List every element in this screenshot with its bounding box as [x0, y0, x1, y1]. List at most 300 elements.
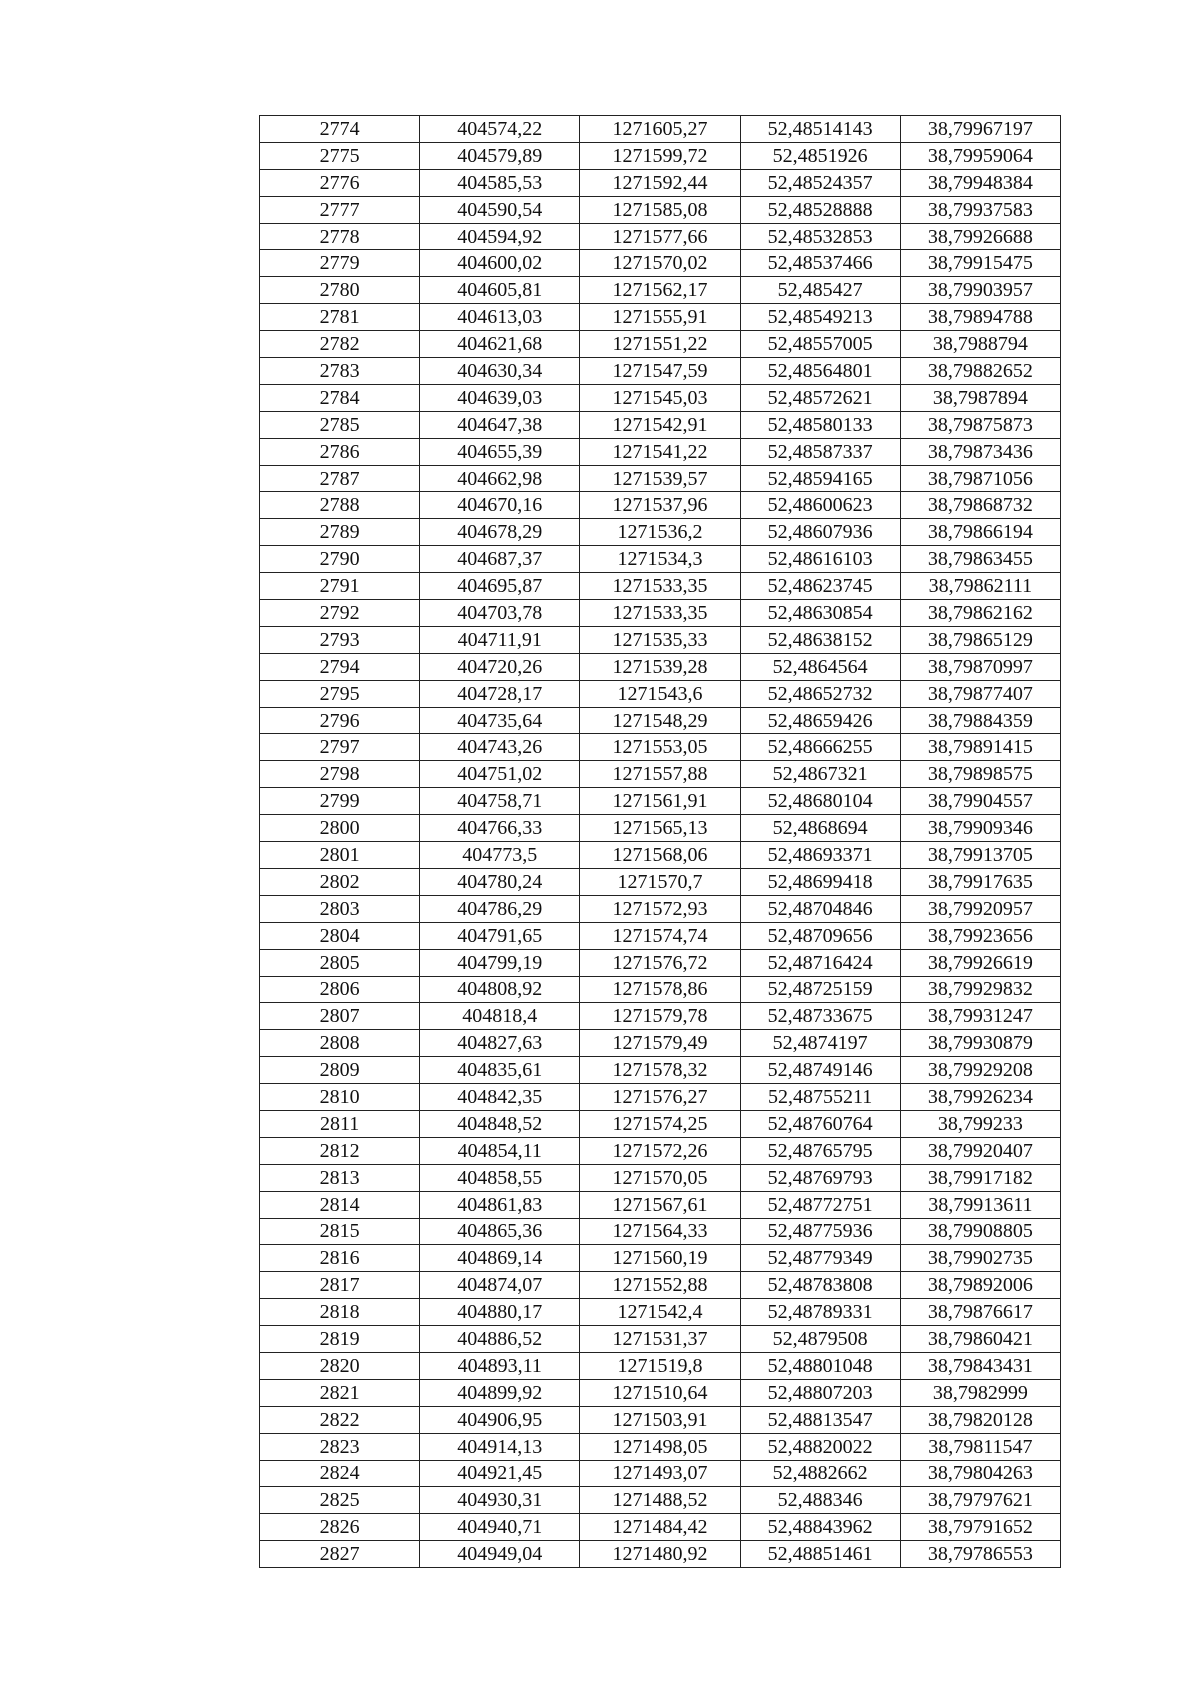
cell-longitude: 38,79863455 — [900, 546, 1060, 573]
cell-longitude: 38,79875873 — [900, 411, 1060, 438]
table-row — [260, 734, 1061, 761]
cell-y-coordinate: 1271574,74 — [580, 922, 740, 949]
cell-longitude: 38,79811547 — [900, 1433, 1060, 1460]
table-row — [260, 1164, 1061, 1191]
cell-x-coordinate: 404655,39 — [420, 438, 580, 465]
cell-longitude: 38,79930879 — [900, 1030, 1060, 1057]
cell-latitude: 52,48783808 — [740, 1272, 900, 1299]
table-row — [260, 1541, 1061, 1568]
cell-longitude: 38,7982999 — [900, 1379, 1060, 1406]
cell-point-number: 2798 — [260, 761, 420, 788]
table-row — [260, 223, 1061, 250]
cell-point-number: 2824 — [260, 1460, 420, 1487]
cell-x-coordinate: 404600,02 — [420, 250, 580, 277]
cell-latitude: 52,48775936 — [740, 1218, 900, 1245]
table-row — [260, 707, 1061, 734]
cell-y-coordinate: 1271568,06 — [580, 842, 740, 869]
cell-longitude: 38,79876617 — [900, 1299, 1060, 1326]
cell-x-coordinate: 404854,11 — [420, 1137, 580, 1164]
cell-y-coordinate: 1271560,19 — [580, 1245, 740, 1272]
cell-longitude: 38,79884359 — [900, 707, 1060, 734]
cell-point-number: 2815 — [260, 1218, 420, 1245]
cell-x-coordinate: 404848,52 — [420, 1110, 580, 1137]
table-row — [260, 492, 1061, 519]
cell-latitude: 52,48524357 — [740, 169, 900, 196]
cell-y-coordinate: 1271570,7 — [580, 868, 740, 895]
table-row — [260, 761, 1061, 788]
table-row — [260, 1003, 1061, 1030]
cell-point-number: 2805 — [260, 949, 420, 976]
cell-point-number: 2786 — [260, 438, 420, 465]
cell-x-coordinate: 404899,92 — [420, 1379, 580, 1406]
table-row — [260, 1057, 1061, 1084]
coordinates-table-body — [260, 116, 1061, 1568]
cell-latitude: 52,4874197 — [740, 1030, 900, 1057]
cell-longitude: 38,79804263 — [900, 1460, 1060, 1487]
cell-latitude: 52,4868694 — [740, 815, 900, 842]
cell-y-coordinate: 1271555,91 — [580, 304, 740, 331]
cell-longitude: 38,79873436 — [900, 438, 1060, 465]
table-row — [260, 922, 1061, 949]
cell-latitude: 52,4851926 — [740, 142, 900, 169]
cell-longitude: 38,79860421 — [900, 1326, 1060, 1353]
cell-point-number: 2781 — [260, 304, 420, 331]
table-row — [260, 411, 1061, 438]
cell-x-coordinate: 404861,83 — [420, 1191, 580, 1218]
cell-latitude: 52,48716424 — [740, 949, 900, 976]
cell-longitude: 38,79862162 — [900, 600, 1060, 627]
cell-latitude: 52,48749146 — [740, 1057, 900, 1084]
table-row — [260, 384, 1061, 411]
cell-y-coordinate: 1271561,91 — [580, 788, 740, 815]
table-row — [260, 196, 1061, 223]
cell-longitude: 38,79791652 — [900, 1514, 1060, 1541]
cell-x-coordinate: 404590,54 — [420, 196, 580, 223]
cell-latitude: 52,48765795 — [740, 1137, 900, 1164]
cell-x-coordinate: 404647,38 — [420, 411, 580, 438]
cell-y-coordinate: 1271484,42 — [580, 1514, 740, 1541]
cell-latitude: 52,48820022 — [740, 1433, 900, 1460]
table-row — [260, 1191, 1061, 1218]
cell-latitude: 52,48572621 — [740, 384, 900, 411]
cell-latitude: 52,48680104 — [740, 788, 900, 815]
cell-x-coordinate: 404930,31 — [420, 1487, 580, 1514]
cell-x-coordinate: 404858,55 — [420, 1164, 580, 1191]
cell-point-number: 2811 — [260, 1110, 420, 1137]
cell-longitude: 38,79902735 — [900, 1245, 1060, 1272]
table-row — [260, 653, 1061, 680]
cell-x-coordinate: 404921,45 — [420, 1460, 580, 1487]
cell-point-number: 2785 — [260, 411, 420, 438]
cell-longitude: 38,79903957 — [900, 277, 1060, 304]
cell-x-coordinate: 404842,35 — [420, 1084, 580, 1111]
cell-y-coordinate: 1271552,88 — [580, 1272, 740, 1299]
cell-x-coordinate: 404808,92 — [420, 976, 580, 1003]
cell-point-number: 2774 — [260, 116, 420, 143]
cell-y-coordinate: 1271543,6 — [580, 680, 740, 707]
table-row — [260, 1299, 1061, 1326]
table-row — [260, 438, 1061, 465]
cell-x-coordinate: 404670,16 — [420, 492, 580, 519]
table-row — [260, 331, 1061, 358]
cell-y-coordinate: 1271579,49 — [580, 1030, 740, 1057]
table-row — [260, 1084, 1061, 1111]
cell-latitude: 52,48772751 — [740, 1191, 900, 1218]
cell-x-coordinate: 404630,34 — [420, 358, 580, 385]
cell-longitude: 38,79917635 — [900, 868, 1060, 895]
cell-latitude: 52,48789331 — [740, 1299, 900, 1326]
cell-longitude: 38,7988794 — [900, 331, 1060, 358]
cell-latitude: 52,48725159 — [740, 976, 900, 1003]
cell-longitude: 38,79797621 — [900, 1487, 1060, 1514]
cell-longitude: 38,799233 — [900, 1110, 1060, 1137]
table-row — [260, 1326, 1061, 1353]
cell-y-coordinate: 1271542,4 — [580, 1299, 740, 1326]
cell-point-number: 2810 — [260, 1084, 420, 1111]
cell-point-number: 2809 — [260, 1057, 420, 1084]
cell-longitude: 38,79948384 — [900, 169, 1060, 196]
cell-longitude: 38,79882652 — [900, 358, 1060, 385]
cell-point-number: 2807 — [260, 1003, 420, 1030]
cell-point-number: 2800 — [260, 815, 420, 842]
table-row — [260, 304, 1061, 331]
cell-y-coordinate: 1271503,91 — [580, 1406, 740, 1433]
cell-y-coordinate: 1271493,07 — [580, 1460, 740, 1487]
cell-point-number: 2816 — [260, 1245, 420, 1272]
cell-point-number: 2791 — [260, 573, 420, 600]
cell-latitude: 52,48532853 — [740, 223, 900, 250]
table-row — [260, 1218, 1061, 1245]
cell-longitude: 38,79920957 — [900, 895, 1060, 922]
cell-x-coordinate: 404613,03 — [420, 304, 580, 331]
cell-latitude: 52,48709656 — [740, 922, 900, 949]
cell-x-coordinate: 404639,03 — [420, 384, 580, 411]
cell-point-number: 2804 — [260, 922, 420, 949]
cell-longitude: 38,79909346 — [900, 815, 1060, 842]
cell-point-number: 2784 — [260, 384, 420, 411]
cell-latitude: 52,48652732 — [740, 680, 900, 707]
cell-x-coordinate: 404687,37 — [420, 546, 580, 573]
cell-point-number: 2793 — [260, 626, 420, 653]
cell-point-number: 2818 — [260, 1299, 420, 1326]
cell-y-coordinate: 1271570,02 — [580, 250, 740, 277]
cell-x-coordinate: 404818,4 — [420, 1003, 580, 1030]
cell-longitude: 38,79967197 — [900, 116, 1060, 143]
cell-longitude: 38,79891415 — [900, 734, 1060, 761]
cell-y-coordinate: 1271536,2 — [580, 519, 740, 546]
cell-point-number: 2792 — [260, 600, 420, 627]
cell-x-coordinate: 404678,29 — [420, 519, 580, 546]
table-row — [260, 546, 1061, 573]
cell-y-coordinate: 1271576,72 — [580, 949, 740, 976]
cell-point-number: 2820 — [260, 1352, 420, 1379]
cell-latitude: 52,4864564 — [740, 653, 900, 680]
table-row — [260, 1406, 1061, 1433]
cell-y-coordinate: 1271547,59 — [580, 358, 740, 385]
cell-point-number: 2826 — [260, 1514, 420, 1541]
cell-latitude: 52,4867321 — [740, 761, 900, 788]
cell-x-coordinate: 404695,87 — [420, 573, 580, 600]
cell-point-number: 2821 — [260, 1379, 420, 1406]
cell-point-number: 2812 — [260, 1137, 420, 1164]
table-row — [260, 277, 1061, 304]
cell-longitude: 38,79926234 — [900, 1084, 1060, 1111]
cell-y-coordinate: 1271577,66 — [580, 223, 740, 250]
cell-y-coordinate: 1271545,03 — [580, 384, 740, 411]
table-row — [260, 1460, 1061, 1487]
cell-y-coordinate: 1271570,05 — [580, 1164, 740, 1191]
table-row — [260, 1272, 1061, 1299]
cell-point-number: 2817 — [260, 1272, 420, 1299]
table-row — [260, 600, 1061, 627]
cell-y-coordinate: 1271488,52 — [580, 1487, 740, 1514]
cell-latitude: 52,48851461 — [740, 1541, 900, 1568]
cell-y-coordinate: 1271534,3 — [580, 546, 740, 573]
cell-point-number: 2801 — [260, 842, 420, 869]
cell-longitude: 38,79913611 — [900, 1191, 1060, 1218]
cell-y-coordinate: 1271578,32 — [580, 1057, 740, 1084]
cell-longitude: 38,79894788 — [900, 304, 1060, 331]
cell-longitude: 38,79923656 — [900, 922, 1060, 949]
table-row — [260, 519, 1061, 546]
table-row — [260, 815, 1061, 842]
cell-longitude: 38,79871056 — [900, 465, 1060, 492]
cell-point-number: 2776 — [260, 169, 420, 196]
table-row — [260, 142, 1061, 169]
cell-longitude: 38,79820128 — [900, 1406, 1060, 1433]
cell-latitude: 52,48813547 — [740, 1406, 900, 1433]
cell-x-coordinate: 404703,78 — [420, 600, 580, 627]
cell-y-coordinate: 1271541,22 — [580, 438, 740, 465]
cell-x-coordinate: 404758,71 — [420, 788, 580, 815]
cell-latitude: 52,48623745 — [740, 573, 900, 600]
cell-x-coordinate: 404574,22 — [420, 116, 580, 143]
cell-longitude: 38,79937583 — [900, 196, 1060, 223]
cell-point-number: 2797 — [260, 734, 420, 761]
table-row — [260, 626, 1061, 653]
table-row — [260, 1137, 1061, 1164]
table-row — [260, 1110, 1061, 1137]
cell-y-coordinate: 1271548,29 — [580, 707, 740, 734]
cell-latitude: 52,48760764 — [740, 1110, 900, 1137]
table-row — [260, 895, 1061, 922]
cell-x-coordinate: 404874,07 — [420, 1272, 580, 1299]
table-row — [260, 1245, 1061, 1272]
cell-point-number: 2802 — [260, 868, 420, 895]
cell-latitude: 52,48537466 — [740, 250, 900, 277]
cell-longitude: 38,79926619 — [900, 949, 1060, 976]
cell-point-number: 2775 — [260, 142, 420, 169]
cell-x-coordinate: 404893,11 — [420, 1352, 580, 1379]
table-row — [260, 1433, 1061, 1460]
cell-latitude: 52,48587337 — [740, 438, 900, 465]
cell-longitude: 38,79866194 — [900, 519, 1060, 546]
cell-latitude: 52,48557005 — [740, 331, 900, 358]
cell-longitude: 38,79926688 — [900, 223, 1060, 250]
cell-x-coordinate: 404865,36 — [420, 1218, 580, 1245]
cell-x-coordinate: 404579,89 — [420, 142, 580, 169]
cell-y-coordinate: 1271551,22 — [580, 331, 740, 358]
cell-point-number: 2794 — [260, 653, 420, 680]
cell-latitude: 52,48769793 — [740, 1164, 900, 1191]
coordinates-table — [259, 115, 1061, 1568]
cell-point-number: 2783 — [260, 358, 420, 385]
cell-x-coordinate: 404621,68 — [420, 331, 580, 358]
cell-point-number: 2806 — [260, 976, 420, 1003]
cell-point-number: 2814 — [260, 1191, 420, 1218]
cell-point-number: 2796 — [260, 707, 420, 734]
table-row — [260, 250, 1061, 277]
cell-y-coordinate: 1271510,64 — [580, 1379, 740, 1406]
cell-latitude: 52,48755211 — [740, 1084, 900, 1111]
cell-longitude: 38,79843431 — [900, 1352, 1060, 1379]
cell-latitude: 52,48616103 — [740, 546, 900, 573]
cell-y-coordinate: 1271535,33 — [580, 626, 740, 653]
cell-latitude: 52,48549213 — [740, 304, 900, 331]
cell-latitude: 52,485427 — [740, 277, 900, 304]
cell-x-coordinate: 404766,33 — [420, 815, 580, 842]
cell-longitude: 38,79904557 — [900, 788, 1060, 815]
cell-point-number: 2825 — [260, 1487, 420, 1514]
table-row — [260, 1514, 1061, 1541]
table-row — [260, 573, 1061, 600]
cell-longitude: 38,79959064 — [900, 142, 1060, 169]
cell-longitude: 38,79908805 — [900, 1218, 1060, 1245]
cell-point-number: 2813 — [260, 1164, 420, 1191]
cell-longitude: 38,79929208 — [900, 1057, 1060, 1084]
cell-y-coordinate: 1271539,57 — [580, 465, 740, 492]
cell-point-number: 2780 — [260, 277, 420, 304]
cell-latitude: 52,48801048 — [740, 1352, 900, 1379]
cell-x-coordinate: 404735,64 — [420, 707, 580, 734]
cell-point-number: 2788 — [260, 492, 420, 519]
cell-x-coordinate: 404711,91 — [420, 626, 580, 653]
cell-latitude: 52,48733675 — [740, 1003, 900, 1030]
cell-latitude: 52,48607936 — [740, 519, 900, 546]
cell-point-number: 2777 — [260, 196, 420, 223]
cell-y-coordinate: 1271567,61 — [580, 1191, 740, 1218]
table-row — [260, 1352, 1061, 1379]
cell-longitude: 38,79929832 — [900, 976, 1060, 1003]
cell-y-coordinate: 1271542,91 — [580, 411, 740, 438]
cell-y-coordinate: 1271565,13 — [580, 815, 740, 842]
table-row — [260, 1379, 1061, 1406]
cell-point-number: 2789 — [260, 519, 420, 546]
cell-point-number: 2827 — [260, 1541, 420, 1568]
table-row — [260, 788, 1061, 815]
cell-x-coordinate: 404940,71 — [420, 1514, 580, 1541]
cell-point-number: 2795 — [260, 680, 420, 707]
cell-point-number: 2823 — [260, 1433, 420, 1460]
cell-point-number: 2787 — [260, 465, 420, 492]
cell-longitude: 38,79898575 — [900, 761, 1060, 788]
cell-latitude: 52,48807203 — [740, 1379, 900, 1406]
cell-x-coordinate: 404791,65 — [420, 922, 580, 949]
table-row — [260, 169, 1061, 196]
cell-point-number: 2819 — [260, 1326, 420, 1353]
cell-latitude: 52,48693371 — [740, 842, 900, 869]
cell-y-coordinate: 1271579,78 — [580, 1003, 740, 1030]
cell-x-coordinate: 404906,95 — [420, 1406, 580, 1433]
cell-x-coordinate: 404605,81 — [420, 277, 580, 304]
cell-y-coordinate: 1271562,17 — [580, 277, 740, 304]
table-row — [260, 842, 1061, 869]
cell-longitude: 38,79870997 — [900, 653, 1060, 680]
table-row — [260, 1030, 1061, 1057]
cell-x-coordinate: 404594,92 — [420, 223, 580, 250]
cell-latitude: 52,48638152 — [740, 626, 900, 653]
cell-point-number: 2790 — [260, 546, 420, 573]
cell-y-coordinate: 1271557,88 — [580, 761, 740, 788]
cell-latitude: 52,48659426 — [740, 707, 900, 734]
cell-y-coordinate: 1271539,28 — [580, 653, 740, 680]
cell-point-number: 2822 — [260, 1406, 420, 1433]
cell-latitude: 52,48630854 — [740, 600, 900, 627]
cell-latitude: 52,48564801 — [740, 358, 900, 385]
cell-latitude: 52,48514143 — [740, 116, 900, 143]
cell-latitude: 52,48843962 — [740, 1514, 900, 1541]
cell-x-coordinate: 404949,04 — [420, 1541, 580, 1568]
table-row — [260, 116, 1061, 143]
cell-x-coordinate: 404751,02 — [420, 761, 580, 788]
cell-point-number: 2779 — [260, 250, 420, 277]
cell-x-coordinate: 404827,63 — [420, 1030, 580, 1057]
cell-x-coordinate: 404662,98 — [420, 465, 580, 492]
cell-y-coordinate: 1271553,05 — [580, 734, 740, 761]
cell-x-coordinate: 404886,52 — [420, 1326, 580, 1353]
cell-x-coordinate: 404780,24 — [420, 868, 580, 895]
cell-latitude: 52,4879508 — [740, 1326, 900, 1353]
cell-y-coordinate: 1271574,25 — [580, 1110, 740, 1137]
cell-y-coordinate: 1271533,35 — [580, 573, 740, 600]
cell-latitude: 52,4882662 — [740, 1460, 900, 1487]
cell-latitude: 52,48580133 — [740, 411, 900, 438]
cell-y-coordinate: 1271578,86 — [580, 976, 740, 1003]
cell-x-coordinate: 404720,26 — [420, 653, 580, 680]
cell-x-coordinate: 404799,19 — [420, 949, 580, 976]
table-row — [260, 358, 1061, 385]
cell-x-coordinate: 404869,14 — [420, 1245, 580, 1272]
cell-x-coordinate: 404914,13 — [420, 1433, 580, 1460]
cell-x-coordinate: 404743,26 — [420, 734, 580, 761]
cell-y-coordinate: 1271572,26 — [580, 1137, 740, 1164]
table-row — [260, 949, 1061, 976]
cell-y-coordinate: 1271585,08 — [580, 196, 740, 223]
cell-latitude: 52,48704846 — [740, 895, 900, 922]
cell-point-number: 2778 — [260, 223, 420, 250]
cell-latitude: 52,48779349 — [740, 1245, 900, 1272]
cell-x-coordinate: 404773,5 — [420, 842, 580, 869]
cell-y-coordinate: 1271531,37 — [580, 1326, 740, 1353]
table-row — [260, 465, 1061, 492]
cell-y-coordinate: 1271537,96 — [580, 492, 740, 519]
cell-latitude: 52,48528888 — [740, 196, 900, 223]
cell-x-coordinate: 404835,61 — [420, 1057, 580, 1084]
cell-longitude: 38,79865129 — [900, 626, 1060, 653]
cell-longitude: 38,79913705 — [900, 842, 1060, 869]
table-row — [260, 868, 1061, 895]
cell-y-coordinate: 1271564,33 — [580, 1218, 740, 1245]
cell-longitude: 38,79877407 — [900, 680, 1060, 707]
cell-x-coordinate: 404880,17 — [420, 1299, 580, 1326]
cell-longitude: 38,79917182 — [900, 1164, 1060, 1191]
cell-longitude: 38,79915475 — [900, 250, 1060, 277]
cell-y-coordinate: 1271533,35 — [580, 600, 740, 627]
cell-y-coordinate: 1271498,05 — [580, 1433, 740, 1460]
cell-y-coordinate: 1271605,27 — [580, 116, 740, 143]
cell-longitude: 38,79786553 — [900, 1541, 1060, 1568]
cell-latitude: 52,48666255 — [740, 734, 900, 761]
